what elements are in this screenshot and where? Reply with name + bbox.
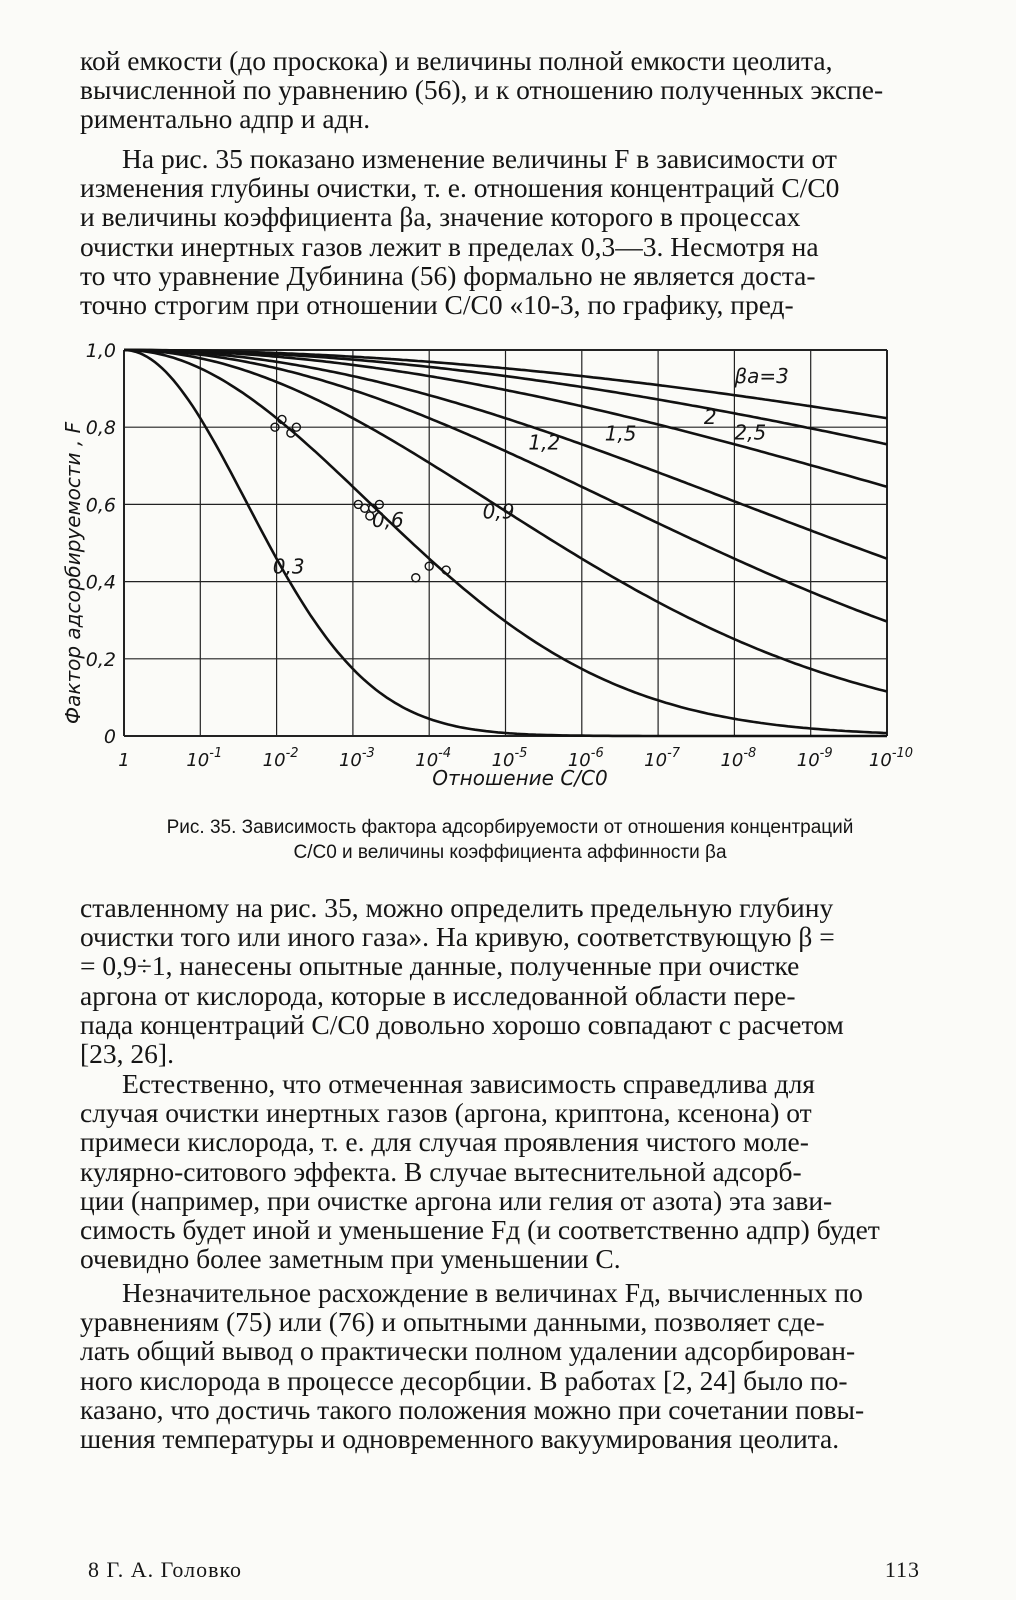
x-tick-label: $10^{-10}$ (868, 746, 914, 771)
text-line: шения температуры и одновременного вакуумирования цеолита. (80, 1423, 840, 1455)
text-line: = 0,9÷1, нанесены опытные данные, полученные при очистке (80, 950, 800, 982)
caption-line-2: C/C0 и величины коэффициента аффинности βа (293, 842, 727, 863)
x-tick-label: $10^{-1}$ (186, 746, 223, 771)
text-line: случая очистки инертных газов (аргона, криптона, ксенона) от (80, 1097, 812, 1129)
text-line: лать общий вывод о практически полном удалении адсорбирован- (80, 1335, 856, 1367)
text-line: вычисленной по уравнению (56), и к отношению полученных экспе- (80, 74, 884, 106)
text-line: то что уравнение Дубинина (56) формально не является доста- (80, 259, 816, 291)
x-tick-label: $10^{-3}$ (338, 746, 375, 771)
text-line: пада концентраций C/C0 довольно хорошо совпадают с расчетом (80, 1008, 844, 1040)
series-label: 1,5 (604, 421, 637, 446)
text-line: точно строгим при отношении C/C0 «10-3, по графику, пред- (80, 289, 794, 321)
text-line: Незначительное расхождение в величинах Fд, вычисленных по (122, 1277, 863, 1308)
page-number: 113 (884, 1557, 920, 1582)
figure-35-chart (0, 340, 1016, 790)
x-axis-label: Отношение C/C0 (432, 766, 608, 790)
y-tick-label: 0,6 (85, 494, 116, 517)
series-label: 0,6 (371, 508, 404, 533)
caption-line-1: Рис. 35. Зависимость фактора адсорбируемости от отношения концентраций (166, 817, 854, 838)
text-line: кой емкости (до проскока) и величины полной емкости цеолита, (80, 45, 833, 76)
y-tick-label: 0,2 (85, 648, 116, 671)
x-tick-label: 1 (118, 750, 130, 771)
text-line: [23, 26]. (80, 1038, 174, 1070)
text-line: примеси кислорода, т. е. для случая проявления чистого моле- (80, 1126, 809, 1158)
y-tick-label: 0,4 (85, 571, 116, 594)
text-line: симость будет иной и уменьшение Fд (и соответственно aдпр) будет (80, 1214, 880, 1246)
data-point (361, 504, 369, 512)
text-line: ного кислорода в процессе десорбции. В работах [2, 24] было по- (80, 1364, 848, 1396)
text-line: ции (например, при очистке аргона или гелия от азота) эта зави- (80, 1184, 833, 1216)
paragraph-4 (80, 1069, 940, 1273)
text-line: Естественно, что отмеченная зависимость справедлива для (122, 1068, 815, 1099)
text-line: аргона от кислорода, которые в исследованной области пере- (80, 979, 796, 1011)
data-point (412, 574, 420, 582)
y-axis-label: Фактор адсорбируемости , F (61, 421, 85, 725)
x-tick-label: $10^{-5}$ (491, 746, 528, 771)
paragraph-3 (80, 893, 940, 1068)
y-tick-label: 0 (103, 726, 116, 748)
text-line: очистки того или иного газа». На кривую, соответствующую β = (80, 921, 835, 953)
series-label: 2,5 (734, 420, 767, 445)
text-line: казано, что достичь такого положения можно при сочетании повы- (80, 1393, 865, 1425)
x-tick-label: $10^{-7}$ (644, 746, 681, 771)
text-line: очевидно более заметным при уменьшении C. (80, 1243, 621, 1275)
series-label: 0,3 (272, 554, 305, 579)
chart-grid (124, 350, 887, 736)
paragraph-2 (80, 144, 940, 319)
series-label: 2 (703, 405, 717, 430)
text-line: На рис. 35 показано изменение величины F в зависимости от (122, 143, 837, 174)
x-tick-label: $10^{-6}$ (567, 746, 604, 771)
series-label: βa=3 (734, 364, 789, 389)
x-tick-label: $10^{-4}$ (415, 746, 452, 771)
y-tick-labels (86, 340, 116, 748)
paragraph-1 (80, 46, 940, 134)
y-tick-label: 0,8 (85, 417, 116, 440)
author-signature: 8 Г. А. Головко (88, 1557, 243, 1582)
x-tick-label: $10^{-2}$ (262, 746, 299, 771)
paragraph-5 (80, 1278, 940, 1453)
figure-caption (60, 815, 960, 865)
text-line: изменения глубины очистки, т. е. отношения концентраций C/C0 (80, 172, 840, 204)
text-line: риментально aдпр и aдн. (80, 103, 371, 135)
series-label: 0,9 (482, 499, 515, 524)
text-line: уравнениям (75) или (76) и опытными данными, позволяет сде- (80, 1306, 825, 1338)
y-tick-label: 1,0 (85, 340, 116, 362)
text-line: и величины коэффициента βа, значение которого в процессах (80, 201, 801, 233)
series-label: 1,2 (528, 430, 561, 455)
x-tick-label: $10^{-8}$ (720, 746, 757, 771)
page-footer (88, 1557, 920, 1583)
text-line: кулярно-ситового эффекта. В случае вытеснительной адсорб- (80, 1155, 802, 1187)
x-tick-label: $10^{-9}$ (796, 746, 833, 771)
text-line: ставленному на рис. 35, можно определить предельную глубину (80, 892, 834, 923)
text-line: очистки инертных газов лежит в пределах 0,3—3. Несмотря на (80, 230, 819, 262)
